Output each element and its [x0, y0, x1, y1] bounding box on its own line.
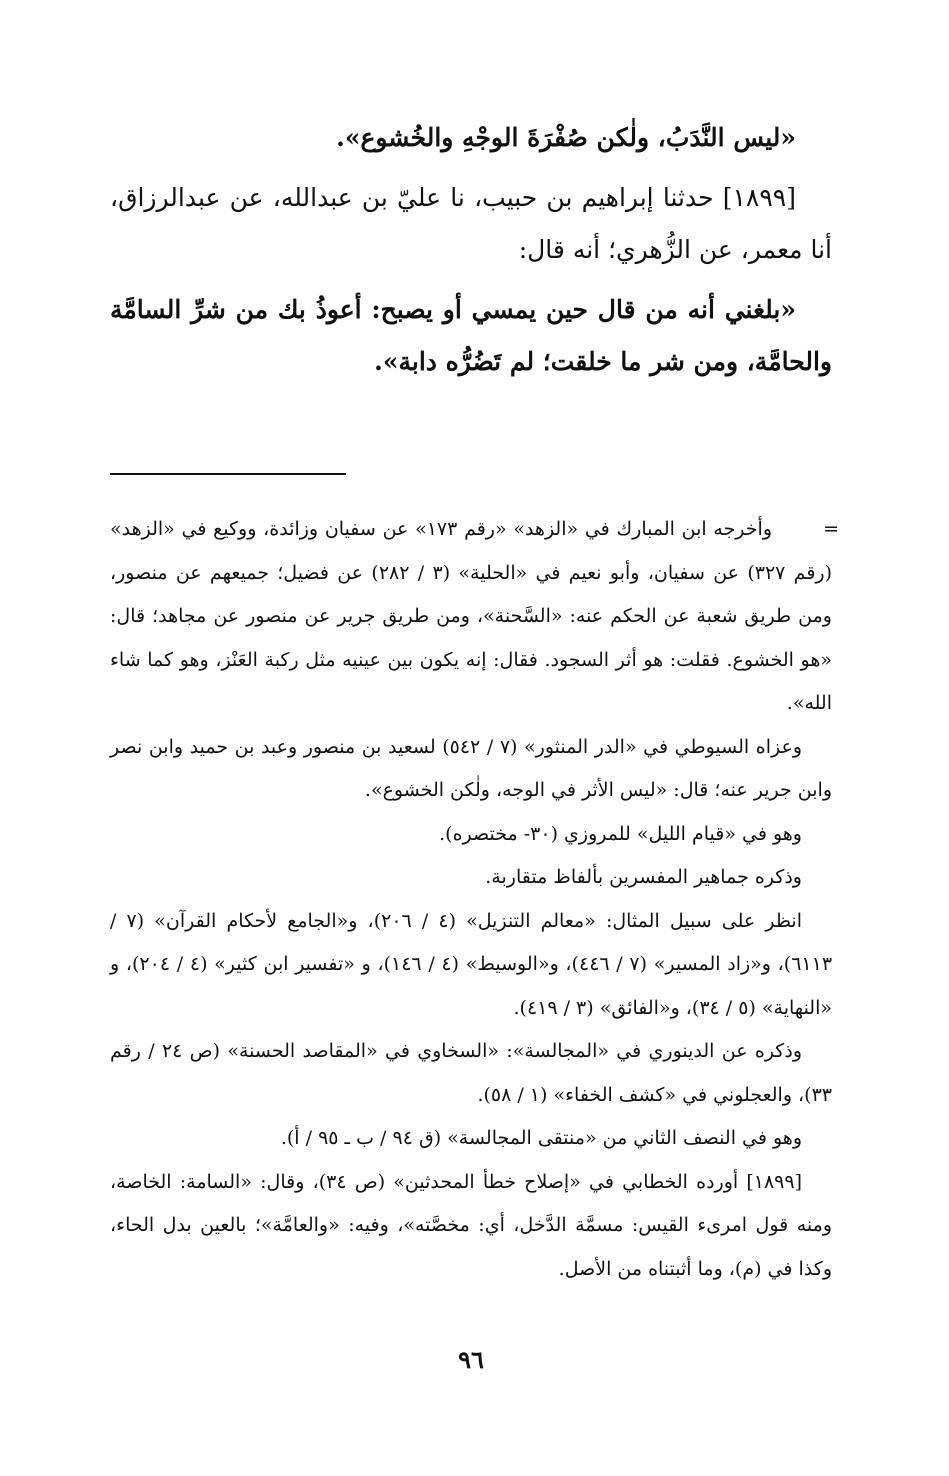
footnote-paragraph-6: وذكره عن الدينوري في «المجالسة»: «السخاوي في «المقاصد الحسنة» (ص ٢٤ / رقم ٣٣)، والعجلوني في «كشف الخفاء» (١ / ٥٨).	[110, 1040, 832, 1106]
continuation-mark: =	[823, 518, 839, 540]
footnote-paragraph-2: وعزاه السيوطي في «الدر المنثور» (٧ / ٥٤٢) لسعيد بن منصور وعبد بن حميد وابن نصر وابن جرير عنه؛ قال: «ليس الأثر في الوجه، ولٰكن الخشوع».	[110, 735, 832, 801]
footnote-paragraph-3: وهو في «قيام الليل» للمروزي (٣٠- مختصره).	[439, 822, 802, 845]
book-page	[110, 0, 839, 1476]
footnote-paragraph-1: وأخرجه ابن المبارك في «الزهد» «رقم ١٧٣» عن سفيان وزائدة، ووكيع في «الزهد» (رقم ٣٢٧) عن سفيان، وأبو نعيم في «الحلية» (٣ / ٢٨٢) عن فضيل؛ جميعهم عن منصور، ومن طريق شعبة عن الحكم عنه: «السَّحنة»، ومن طريق جرير عن منصور عن مجاهد؛ قال: «هو الخشوع. فقلت: هو أثر السجود. فقال: إنه يكون بين عينيه مثل ركبة العَنْز، وهو كما شاء الله».	[110, 518, 832, 714]
matn-paragraph: «بلغني أنه من قال حين يمسي أو يصبح: أعوذُ بك من شرِّ السامَّة والحامَّة، ومن شر ما خلقت؛ لم تَضُرُّه دابة».	[110, 295, 832, 376]
quote-line: «ليس النَّدَبُ، ولٰكن صُفْرَةَ الوجْهِ والخُشوع».	[336, 123, 796, 152]
main-text	[110, 112, 832, 388]
footnote-paragraph-8: [١٨٩٩] أورده الخطابي في «إصلاح خطأ المحدثين» (ص ٣٤)، وقال: «السامة: الخاصة، ومنه قول امرىء القيس: مسمَّة الدَّخل، أي: مخصَّته»، وفيه: «والعامَّة»؛ بالعين بدل الحاء، وكذا في (م)، وما أثبتناه من الأصل.	[110, 1170, 832, 1280]
page-number: ٩٦	[458, 1345, 484, 1374]
isnad-paragraph	[110, 172, 832, 276]
footnote-separator	[110, 473, 346, 475]
footnote-paragraph-7: وهو في النصف الثاني من «منتقى المجالسة» (ق ٩٤ / ب ـ ٩٥ / أ).	[280, 1127, 802, 1149]
footnote-paragraph-4: وذكره جماهير المفسرين بألفاظ متقاربة.	[485, 866, 802, 888]
isnad-text: حدثنا إبراهيم بن حبيب، نا عليّ بن عبدالله، عن عبدالرزاق، أنا معمر، عن الزُّهري؛ أنه قال:	[110, 183, 832, 264]
footnote-paragraph-5: انظر على سبيل المثال: «معالم التنزيل» (٤ / ٢٠٦)، و«الجامع لأحكام القرآن» (٧ / ٦١١٣)، و«زاد المسير» (٧ / ٤٤٦)، و«الوسيط» (٤ / ١٤٦)، و «تفسير ابن كثير» (٤ / ٢٠٤)، و «النهاية» (٥ / ٣٤)، و«الفائق» (٣ / ٤١٩).	[110, 909, 833, 1019]
hadith-number: [١٨٩٩]	[722, 183, 796, 212]
footnotes	[110, 508, 839, 1291]
